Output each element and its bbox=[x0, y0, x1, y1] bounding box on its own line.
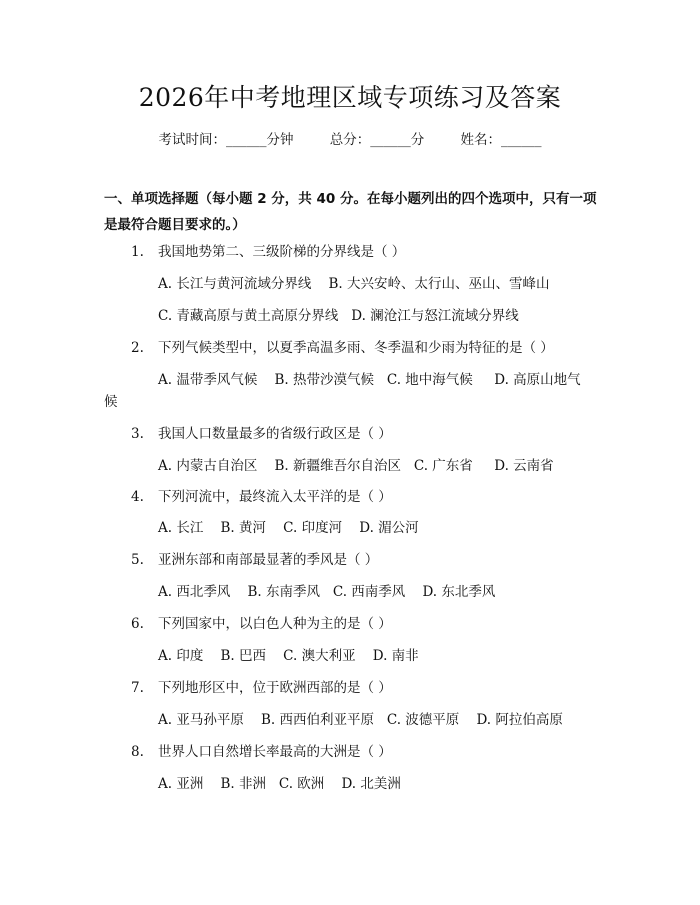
question-stem bbox=[131, 548, 611, 572]
exam-time-field: 考试时间：______分钟 bbox=[158, 132, 294, 148]
question-options: C. 青藏高原与黄土高原分界线 D. 澜沧江与怒江流域分界线 bbox=[158, 308, 519, 324]
question-number: 4. bbox=[131, 489, 144, 505]
question-stem bbox=[131, 485, 611, 509]
total-score-field: 总分：______分 bbox=[329, 132, 425, 148]
section-heading bbox=[104, 186, 604, 238]
question-text: 世界人口自然增长率最高的大洲是（ ） bbox=[158, 744, 392, 760]
question-text: 下列河流中，最终流入太平洋的是（ ） bbox=[158, 489, 392, 505]
question-stem bbox=[131, 336, 611, 360]
question-number: 6. bbox=[131, 616, 144, 632]
exam-info-line bbox=[0, 128, 700, 152]
question-number: 8. bbox=[131, 744, 144, 760]
question-stem bbox=[131, 612, 611, 636]
question-number: 7. bbox=[131, 680, 144, 696]
question-options: A. 长江 B. 黄河 C. 印度河 D. 湄公河 bbox=[158, 520, 419, 536]
student-name-field: 姓名：______ bbox=[460, 132, 542, 148]
question-options: A. 长江与黄河流域分界线 B. 大兴安岭、太行山、巫山、雪峰山 bbox=[158, 276, 550, 292]
question-options: A. 内蒙古自治区 B. 新疆维吾尔自治区 C. 广东省 D. 云南省 bbox=[158, 458, 554, 474]
question-stem bbox=[131, 740, 611, 764]
question-text: 下列国家中，以白色人种为主的是（ ） bbox=[158, 616, 392, 632]
question-stem bbox=[131, 240, 611, 264]
question-options: A. 温带季风气候 B. 热带沙漠气候 C. 地中海气候 D. 高原山地气 bbox=[158, 372, 581, 388]
section-heading-line2: 是最符合题目要求的。） bbox=[104, 217, 246, 233]
question-options-wrap: 候 bbox=[104, 394, 118, 410]
section-heading-line1: 一、单项选择题（每小题 2 分，共 40 分。在每小题列出的四个选项中，只有一项 bbox=[104, 191, 597, 207]
question-number: 3. bbox=[131, 426, 144, 442]
question-number: 1. bbox=[131, 244, 144, 260]
question-text: 下列地形区中，位于欧洲西部的是（ ） bbox=[158, 680, 392, 696]
question-options: A. 亚洲 B. 非洲 C. 欧洲 D. 北美洲 bbox=[158, 776, 401, 792]
question-options: A. 西北季风 B. 东南季风 C. 西南季风 D. 东北季风 bbox=[158, 584, 496, 600]
question-stem bbox=[131, 676, 611, 700]
question-text: 下列气候类型中，以夏季高温多雨、冬季温和少雨为特征的是（ ） bbox=[158, 340, 554, 356]
question-text: 我国地势第二、三级阶梯的分界线是（ ） bbox=[158, 244, 406, 260]
question-stem bbox=[131, 422, 611, 446]
question-text: 亚洲东部和南部最显著的季风是（ ） bbox=[158, 552, 379, 568]
question-number: 2. bbox=[131, 340, 144, 356]
question-options: A. 印度 B. 巴西 C. 澳大利亚 D. 南非 bbox=[158, 648, 419, 664]
question-text: 我国人口数量最多的省级行政区是（ ） bbox=[158, 426, 392, 442]
question-number: 5. bbox=[131, 552, 144, 568]
question-options: A. 亚马孙平原 B. 西西伯利亚平原 C. 波德平原 D. 阿拉伯高原 bbox=[158, 712, 563, 728]
page-title: 2026年中考地理区域专项练习及答案 bbox=[138, 83, 562, 112]
